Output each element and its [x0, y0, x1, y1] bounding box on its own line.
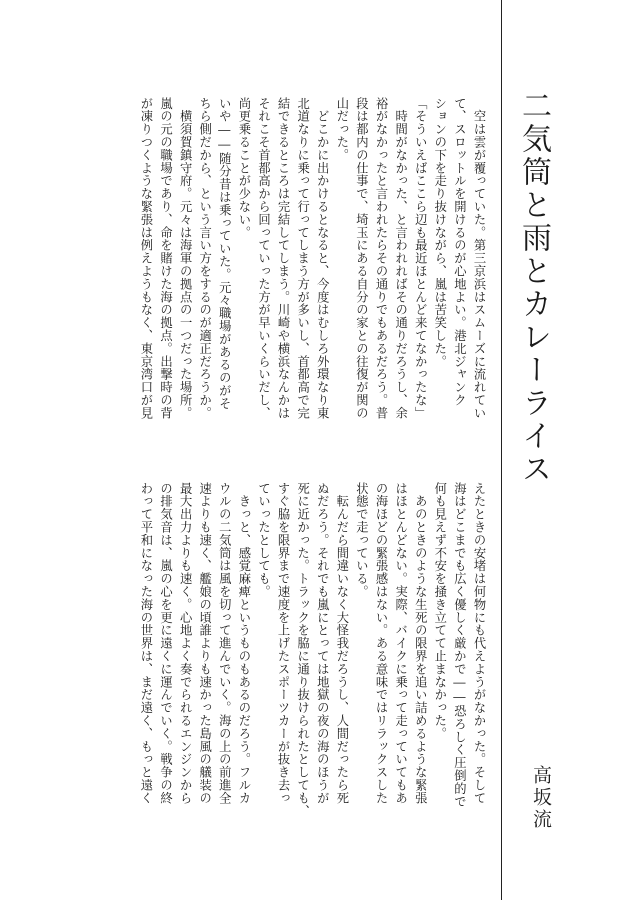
- top-text-line: 時間がなかった、と言われればその通りだろうし、余: [393, 97, 408, 420]
- bottom-text-line: すぐ脇を限界まで速度を上げたスポーツカーが抜き去っ: [276, 482, 291, 805]
- bottom-text-line: はほとんどない。実際、バイクに乗って走っていてもあ: [393, 482, 408, 805]
- bottom-text-line: 転んだら間違いなく大怪我だろうし、人間だったら死: [334, 482, 349, 805]
- bottom-text-line: 死に近かった。トラックを脇に通り抜けられたとしても、: [295, 482, 310, 818]
- top-text-line: 「そういえばここら辺も最近ほとんど来てなかったな」: [413, 97, 428, 420]
- bottom-text-line: 海はどこまでも広く優しく厳かで――恐ろしく圧倒的で: [452, 482, 467, 808]
- top-text-line: それこそ首都高から回っていった方が早いくらいだし、: [256, 97, 271, 420]
- body-text-bottom: [128, 482, 488, 827]
- page-title: 二気筒と雨とカレーライス: [516, 90, 551, 486]
- top-text-line: 結できるところは完結してしまう。川崎や横浜なんかは: [276, 97, 291, 420]
- bottom-text-line: ていったとしても。: [256, 482, 271, 599]
- top-text-line: 嵐の元の職場であり、命を賭けた海の拠点。出撃時の背: [158, 97, 173, 420]
- top-text-line: 尚更乗ることが少ない。: [236, 97, 251, 239]
- bottom-text-line: あのときのような生死の限界を追い詰めるような緊張: [413, 482, 428, 805]
- bottom-text-line: 最大出力よりも速く。心地よく奏でられるエンジンから: [178, 482, 193, 805]
- top-text-line: いや――随分昔は乗っていた。元々職場があるのがそ: [217, 97, 232, 410]
- top-text-line: ちら側だから、という言い方をするのが適正だろうか。: [197, 97, 212, 420]
- bottom-text-line: 速よりも速く、艦娘の頃誰よりも速かった島風の艤装の: [197, 482, 212, 805]
- top-text-line: 裕がなかったと言われたらその通りでもあるだろう。普: [374, 97, 389, 420]
- bottom-text-line: ウルの二気筒は風を切って進んでいく。海の上の前進全: [217, 482, 232, 805]
- bottom-text-line: わって平和になった海の世界は、まだ遠く、もっと遠く: [138, 482, 153, 805]
- bottom-text-line: 何も見えず不安を掻き立てて止まなかった。: [432, 482, 447, 740]
- top-text-line: が凍りつくような緊張は例えようもなく、東京湾口が見: [138, 97, 153, 420]
- author-name: 高坂流: [530, 765, 552, 831]
- bottom-text-line: の排気音は、嵐の心を更に遠くに運んでいく。戦争の終: [158, 482, 173, 805]
- top-text-line: ションの下を走り抜けながら、嵐は苦笑した。: [432, 97, 447, 368]
- bottom-text-line: の海ほどの緊張感はない。ある意味ではリラックスした: [374, 482, 389, 805]
- bottom-text-line: えたときの安堵は何物にも代えようがなかった。そして: [472, 482, 486, 805]
- bottom-text-line: 状態で走っている。: [354, 482, 369, 599]
- bottom-text-line: きっと、感覚麻痺というものもあるのだろう。フルカ: [236, 482, 251, 805]
- top-text-line: 山だった。: [334, 97, 349, 162]
- body-text-top: [128, 97, 488, 472]
- top-text-line: 空は雲が覆っていた。第三京浜はスムーズに流れてい: [472, 97, 486, 420]
- top-text-line: どこかに出かけるとなると、今度はむしろ外環なり東: [315, 97, 330, 420]
- top-text-line: 横須賀鎮守府。元々は海軍の拠点の一つだった場所。: [178, 97, 193, 420]
- divider-line: [501, 0, 502, 900]
- bottom-text-line: ぬだろう。それでも嵐にとっては地獄の夜の海のほうが: [315, 482, 330, 805]
- top-text-line: 段は都内の仕事で、埼玉にある自分の家との往復が関の: [354, 97, 369, 420]
- top-text-line: 北道なりに乗って行ってしまう方が多いし、首都高で完: [295, 97, 310, 420]
- top-text-line: て、スロットルを開けるのが心地よい。港北ジャンク: [452, 97, 467, 407]
